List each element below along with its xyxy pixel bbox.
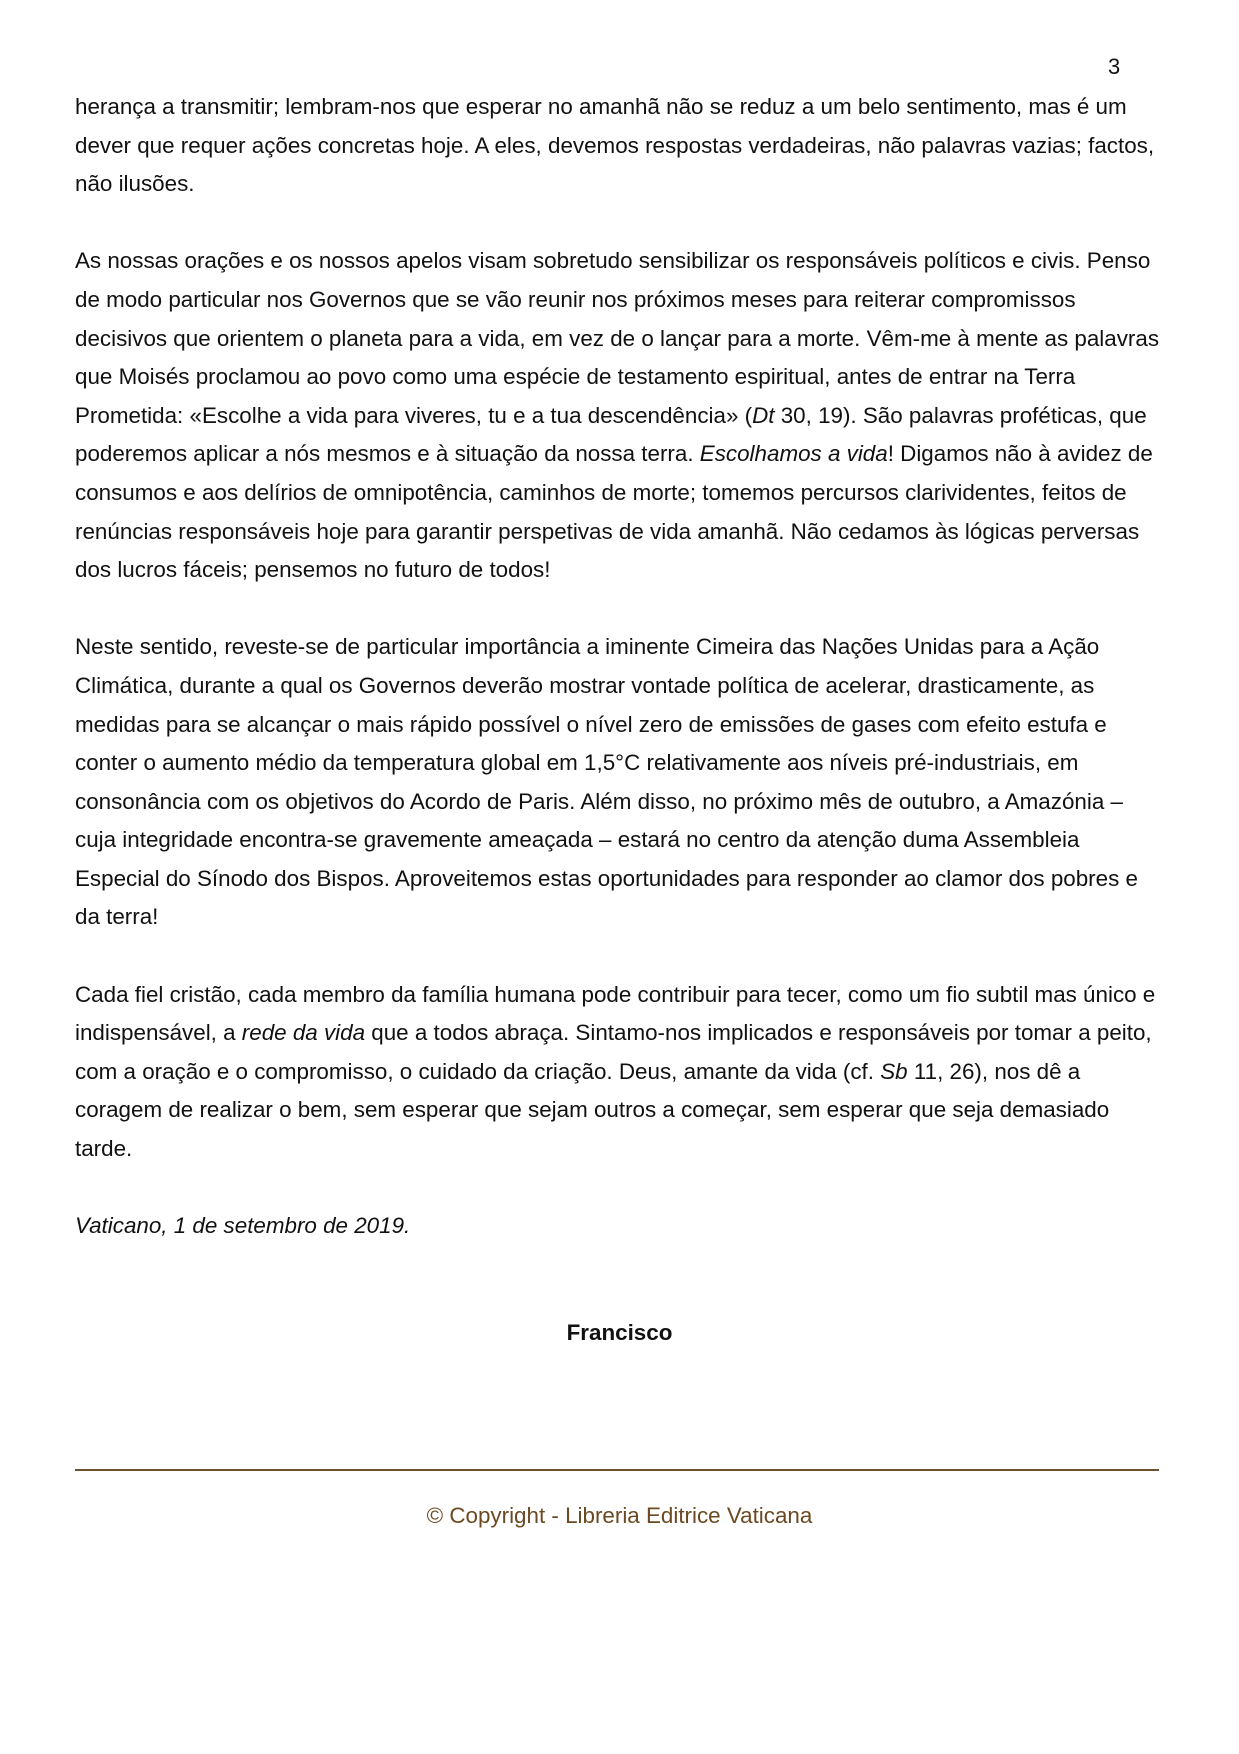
paragraph-1 (75, 88, 1165, 204)
paragraph-2 (75, 242, 1165, 589)
date-line (75, 1207, 1165, 1246)
paragraph-4 (75, 976, 1165, 1169)
page-number: 3 (1108, 54, 1121, 79)
text-run: Cada fiel cristão, cada membro da família humana pode contribuir para tecer, como um fio subtil mas único e indispensável, a (75, 981, 1156, 1046)
text-run: 30, 19). São palavras proféticas, que poderemos aplicar a nós mesmos e à situação da nossa terra. (75, 402, 1147, 467)
italic-run: Sb (880, 1058, 908, 1084)
text-run: ! Digamos não à avidez de consumos e aos delírios de omnipotência, caminhos de morte; tomemos percursos clarividentes, feitos de renúncias responsáveis hoje para garantir perspetivas de vida amanhã. Não cedamos às lógicas perversas dos lucros fáceis; pensemos no futuro de todos! (75, 441, 1153, 583)
document-body (75, 88, 1165, 1271)
copyright-footer: © Copyright - Libreria Editrice Vaticana (426, 1503, 813, 1528)
italic-run: Dt (752, 402, 775, 428)
date-text: Vaticano, 1 de setembro de 2019. (75, 1213, 411, 1239)
italic-run: Escolhamos a vida (699, 441, 888, 467)
signature (0, 1318, 1239, 1348)
footer-divider (75, 1469, 1159, 1471)
signature-text: Francisco (566, 1320, 673, 1345)
text-run: As nossas orações e os nossos apelos visam sobretudo sensibilizar os responsáveis políticos e civis. Penso de modo particular nos Governos que se vão reunir nos próximos meses para reiterar compromissos decisivos que orientem o planeta para a vida, em vez de o lançar para a morte. Vêm-me à mente as palavras que Moisés proclamou ao povo como uma espécie de testamento espiritual, antes de entrar na Terra Prometida: «Escolhe a vida para viveres, tu e a tua descendência» ( (75, 248, 1160, 428)
text-run: que a todos abraça. Sintamo-nos implicados e responsáveis por tomar a peito, com a oração e o compromisso, o cuidado da criação. Deus, amante da vida (cf. (75, 1020, 1152, 1084)
italic-run: rede da vida (241, 1020, 366, 1046)
text-run: 11, 26), nos dê a coragem de realizar o bem, sem esperar que sejam outros a começar, sem esperar que seja demasiado tarde. (75, 1058, 1110, 1162)
text-run: Neste sentido, reveste-se de particular importância a iminente Cimeira das Nações Unidas para a Ação Climática, durante a qual os Governos deverão mostrar vontade política de acelerar, drasticamente, as medidas para se alcançar o mais rápido possível o nível zero de emissões de gases com efeito estufa e conter o aumento médio da temperatura global em 1,5°C relativamente aos níveis pré-industriais, em consonância com os objetivos do Acordo de Paris. Além disso, no próximo mês de outubro, a Amazónia – cuja integridade encontra-se gravemente ameaçada – estará no centro da atenção duma Assembleia Especial do Sínodo dos Bispos. Aproveitemos estas oportunidades para responder ao clamor dos pobres e da terra! (75, 634, 1138, 930)
text-run: herança a transmitir; lembram-nos que esperar no amanhã não se reduz a um belo sentimento, mas é um dever que requer ações concretas hoje. A eles, devemos respostas verdadeiras, não palavras vazias; factos, não ilusões. (75, 94, 1155, 197)
paragraph-3 (75, 628, 1165, 937)
